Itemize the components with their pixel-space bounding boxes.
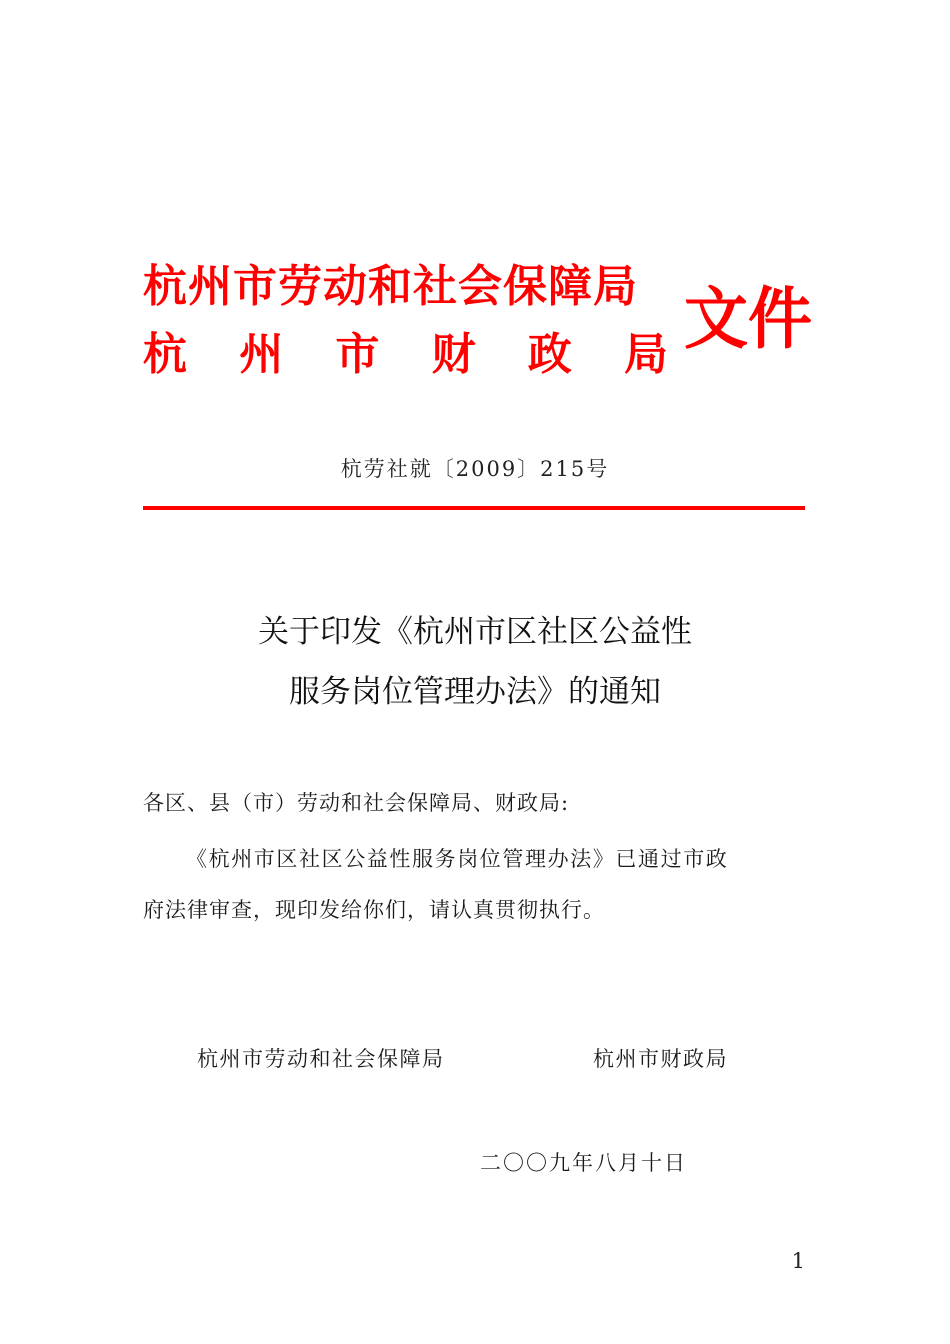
issuer-2-char: 市 bbox=[335, 329, 380, 380]
body-paragraph-line-1: 《杭州市区社区公益性服务岗位管理办法》已通过市政 bbox=[186, 847, 729, 871]
issuer-name-labor-bureau: 杭州市劳动和社会保障局 bbox=[143, 261, 638, 312]
issue-date: 二〇〇九年八月十日 bbox=[480, 1151, 687, 1175]
notice-title-line-1: 关于印发《杭州市区社区公益性 bbox=[258, 614, 692, 650]
document-type-label: 文件 bbox=[684, 281, 812, 359]
body-paragraph-line-2: 府法律审查，现印发给你们，请认真贯彻执行。 bbox=[143, 898, 605, 922]
document-number: 杭劳社就〔2009〕215号 bbox=[340, 457, 610, 481]
issuer-2-char: 财 bbox=[431, 329, 476, 380]
document-header bbox=[0, 0, 950, 400]
signer-labor-bureau: 杭州市劳动和社会保障局 bbox=[197, 1047, 445, 1071]
signer-finance-bureau: 杭州市财政局 bbox=[593, 1047, 728, 1071]
issuer-2-char: 州 bbox=[239, 329, 284, 380]
header-divider-rule bbox=[143, 506, 805, 510]
issuer-name-finance-bureau bbox=[143, 326, 668, 384]
issuer-2-char: 杭 bbox=[143, 329, 187, 380]
page-number: 1 bbox=[791, 1249, 805, 1273]
salutation: 各区、县（市）劳动和社会保障局、财政局: bbox=[143, 791, 570, 815]
issuer-2-char: 局 bbox=[623, 329, 668, 380]
issuer-2-char: 政 bbox=[527, 329, 572, 380]
notice-title-line-2: 服务岗位管理办法》的通知 bbox=[289, 674, 661, 710]
